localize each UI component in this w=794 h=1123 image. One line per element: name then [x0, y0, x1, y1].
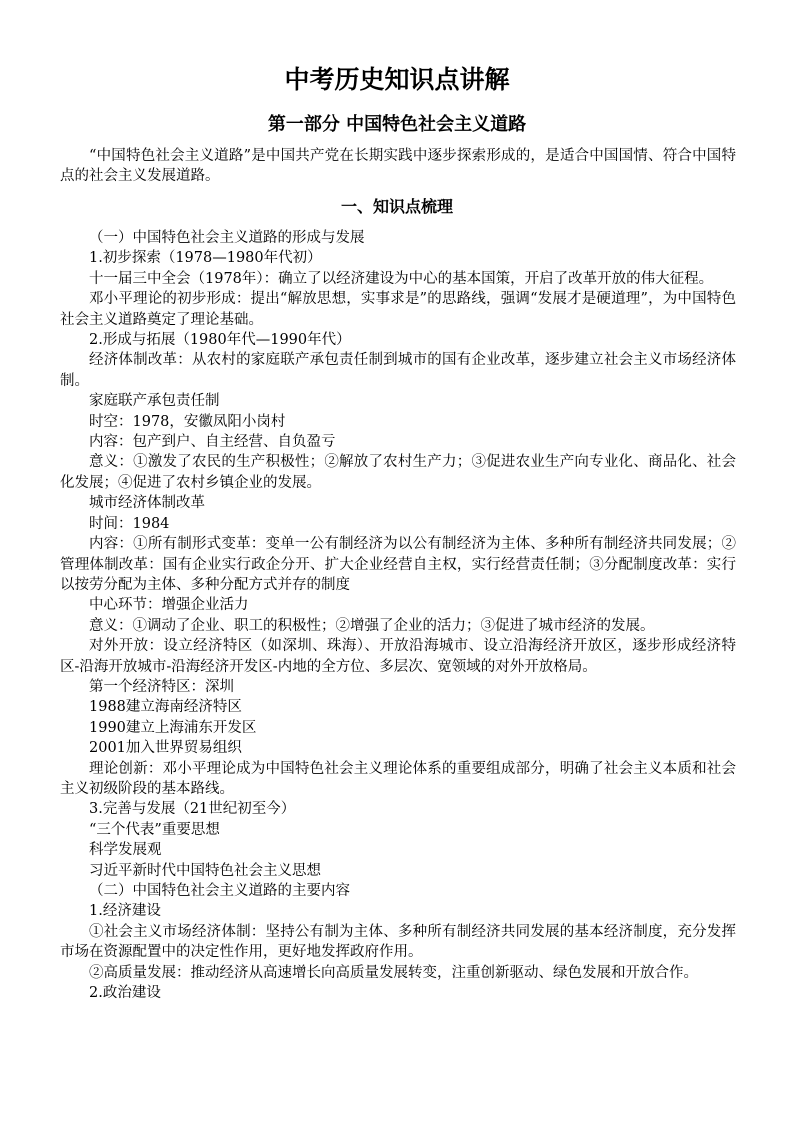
stage-heading-2: 2.形成与拓展（1980年代—1990年代）: [89, 332, 351, 349]
paragraph-central-link: 中心环节：增强企业活力: [89, 597, 249, 614]
paragraph-urban-reform: 城市经济体制改革: [89, 495, 205, 512]
paragraph-economic-reform: 经济体制改革：从农村的家庭联产承包责任制到城市的国有企业改革，逐步建立社会主义市场经济体制。: [60, 352, 736, 389]
section-heading: 一、知识点梳理: [340, 197, 453, 216]
paragraph-deng-theory: 邓小平理论的初步形成：提出“解放思想，实事求是”的思路线，强调“发展才是硬道理”，为中国特色社会主义道路奠定了理论基础。: [60, 291, 736, 328]
paragraph-opening-up: 对外开放：设立经济特区（如深圳、珠海）、开放沿海城市、设立沿海经济开放区，逐步形成经济特区-沿海开放城市-沿海经济开发区-内地的全方位、多层次、宽领域的对外开放格局。: [60, 638, 736, 675]
paragraph-time-place: 时空：1978，安徽凤阳小岗村: [89, 413, 286, 430]
paragraph-household-responsibility: 家庭联产承包责任制: [89, 393, 220, 410]
part-title: 第一部分 中国特色社会主义道路: [267, 114, 527, 135]
paragraph-pudong: 1990建立上海浦东开发区: [89, 719, 257, 736]
stage-heading-1: 1.初步探索（1978—1980年代初）: [89, 250, 322, 267]
subsection-heading-formation: （一）中国特色社会主义道路的形成与发展: [89, 230, 365, 246]
main-title: 中考历史知识点讲解: [284, 65, 510, 94]
paragraph-urban-content: 内容：①所有制形式变革：变单一公有制经济为以公有制经济为主体、多种所有制经济共同发展；②管理体制改革：国有企业实行政企分开、扩大企业经营自主权，实行经营责任制；③分配制度改革：实行以按劳分配为主体、多种分配方式并存的制度: [60, 536, 736, 593]
subsection-heading-content: （二）中国特色社会主义道路的主要内容: [89, 883, 350, 899]
paragraph-hainan: 1988建立海南经济特区: [89, 699, 242, 716]
paragraph-third-plenum: 十一届三中全会（1978年）：确立了以经济建设为中心的基本国策，开启了改革开放的伟大征程。: [89, 270, 714, 287]
item-heading-economy: 1.经济建设: [89, 903, 161, 920]
stage-heading-3: 3.完善与发展（21世纪初至今）: [89, 801, 296, 818]
intro-paragraph: “中国特色社会主义道路”是中国共产党在长期实践中逐步探索形成的，是适合中国国情、符合中国特点的社会主义发展道路。: [60, 148, 736, 185]
content-body: [60, 228, 736, 1003]
item-heading-politics: 2.政治建设: [89, 985, 161, 1002]
intro-block: [60, 146, 736, 187]
paragraph-significance-urban: 意义：①调动了企业、职工的积极性；②增强了企业的活力；③促进了城市经济的发展。: [89, 617, 655, 634]
paragraph-first-sez: 第一个经济特区：深圳: [89, 678, 234, 695]
paragraph-high-quality: ②高质量发展：推动经济从高速增长向高质量发展转变，注重创新驱动、绿色发展和开放合作。: [89, 964, 698, 981]
paragraph-scientific-outlook: 科学发展观: [89, 842, 162, 859]
paragraph-time: 时间：1984: [89, 515, 170, 532]
paragraph-market-economy: ①社会主义市场经济体制：坚持公有制为主体、多种所有制经济共同发展的基本经济制度，充分发挥市场在资源配置中的决定性作用，更好地发挥政府作用。: [60, 923, 736, 961]
paragraph-xi-thought: 习近平新时代中国特色社会主义思想: [89, 862, 321, 879]
paragraph-three-represents: “三个代表”重要思想: [89, 821, 220, 838]
paragraph-theory-innovation: 理论创新：邓小平理论成为中国特色社会主义理论体系的重要组成部分，明确了社会主义本质和社会主义初级阶段的基本路线。: [60, 760, 736, 797]
paragraph-content: 内容：包产到户、自主经营、自负盈亏: [89, 434, 336, 451]
paragraph-significance-rural: 意义：①激发了农民的生产积极性；②解放了农村生产力；③促进农业生产向专业化、商品化、社会化发展；④促进了农村乡镇企业的发展。: [60, 454, 736, 491]
paragraph-wto: 2001加入世界贸易组织: [89, 740, 242, 757]
